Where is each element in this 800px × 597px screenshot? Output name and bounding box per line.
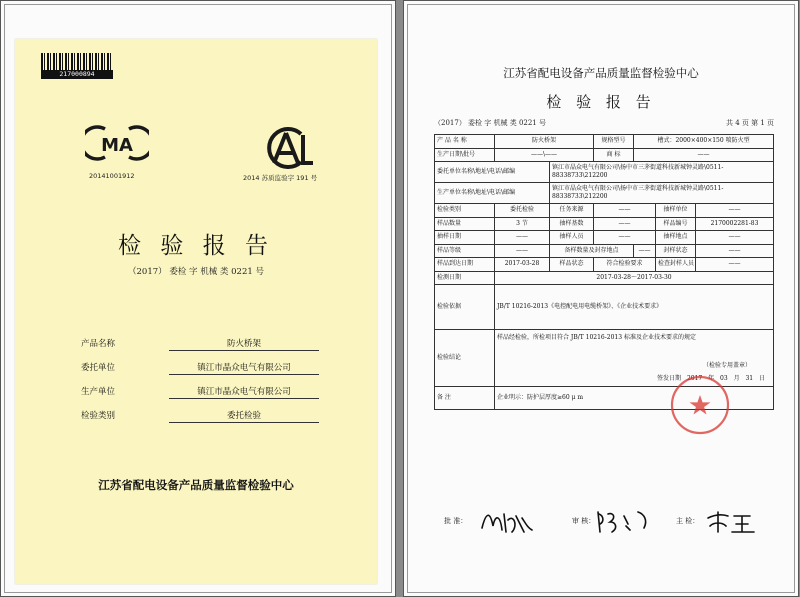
cell-value: 2170002281-83: [696, 217, 774, 231]
cell-label: 抽样地点: [656, 231, 696, 245]
field-value: 镇江市晶众电气有限公司: [169, 385, 319, 399]
table-row: [435, 183, 774, 204]
field-label: 产品名称: [81, 339, 116, 349]
cell-value: ——: [594, 217, 656, 231]
cover-organization: 江苏省配电设备产品质量监督检验中心: [98, 478, 294, 492]
cell-value: 防火桥架: [495, 135, 594, 149]
cell-label: 委托单位名称\地址\电话\邮编: [435, 162, 550, 183]
table-row: [435, 135, 774, 149]
cell-label: 检测日期: [435, 271, 495, 285]
field-value: 委托检验: [169, 409, 319, 423]
sign-label-inspector: 主 检：: [676, 517, 700, 525]
cell-label: 备 注: [435, 387, 495, 410]
issue-date: 签发日期 2017 年 03 月 31 日: [657, 375, 766, 382]
cell-label: 检验类别: [435, 204, 495, 218]
cell-value: 槽式：2000×400×150 喷防火型: [634, 135, 774, 149]
cell-value: ——: [594, 231, 656, 245]
cell-label: 抽样单位: [656, 204, 696, 218]
field-manufacturer: [81, 383, 331, 399]
report-number: （2017） 委检 字 机械 类 0221 号: [434, 119, 546, 127]
cell-label: 样品等级: [435, 244, 495, 258]
cell-value: JB/T 10216-2013《电控配电用电缆桥架》、《企业技术要求》: [495, 285, 774, 330]
report-organization: 江苏省配电设备产品质量监督检验中心: [503, 66, 699, 80]
stamp-note: （检验专用盖章）: [703, 362, 752, 369]
field-label: 生产单位: [81, 387, 116, 397]
cal-logo: [253, 125, 319, 171]
cell-label: 检查封样人员: [656, 258, 696, 272]
cell-label: 产 品 名 称: [435, 135, 495, 149]
field-label: 检验类别: [81, 411, 116, 421]
table-row: [435, 162, 774, 183]
table-row: [435, 285, 774, 330]
table-row: [435, 244, 774, 258]
cell-label: 抽样基数: [550, 217, 594, 231]
cell-label: 备样数量及封存地点: [550, 244, 634, 258]
signature-row: [444, 506, 774, 536]
cell-value: ——: [634, 148, 774, 162]
cell-value: 2017-03-28: [495, 258, 550, 272]
cell-label: 样品编号: [656, 217, 696, 231]
page-indicator: 共 4 页 第 1 页: [726, 119, 775, 127]
field-label: 委托单位: [81, 363, 116, 373]
table-row: [435, 258, 774, 272]
field-client: [81, 359, 331, 375]
sign-label-review: 审 核：: [572, 517, 596, 525]
field-value: 防火桥架: [169, 337, 319, 351]
table-row: [435, 271, 774, 285]
cell-value: 委托检验: [495, 204, 550, 218]
cell-value: ——: [634, 244, 656, 258]
table-row: [435, 217, 774, 231]
cell-value: ——: [696, 231, 774, 245]
inspection-table: [434, 134, 774, 410]
cell-value: ——: [696, 204, 774, 218]
cover-title: 检 验 报 告: [118, 233, 274, 259]
cell-value: ——: [594, 204, 656, 218]
cell-label: 检验结论: [435, 330, 495, 387]
sign-label-approve: 批 准：: [444, 517, 468, 525]
cma-logo: [85, 125, 149, 161]
table-row: [435, 148, 774, 162]
cell-value: ——: [495, 244, 550, 258]
barcode: [41, 53, 113, 71]
conclusion-text: 样品经检验，所检项目符合 JB/T 10216-2013 标准及企业技术要求的规定: [497, 334, 696, 341]
cell-label: 任务来源: [550, 204, 594, 218]
cell-label: 样品到达日期: [435, 258, 495, 272]
report-title: 检 验 报 告: [546, 93, 656, 111]
cell-label: 检验依据: [435, 285, 495, 330]
cell-value: 2017-03-28～2017-03-30: [495, 271, 774, 285]
cell-label: 生产日期\批号: [435, 148, 495, 162]
field-value: 镇江市晶众电气有限公司: [169, 361, 319, 375]
barcode-number: 217000894: [41, 70, 113, 79]
cell-value: ——: [696, 258, 774, 272]
cell-label: 封样状态: [656, 244, 696, 258]
cell-label: 抽样日期: [435, 231, 495, 245]
signature-inspector: [702, 508, 760, 536]
cell-value: ——: [495, 231, 550, 245]
cell-value: 企业明示：防护层厚度≥60 μ m: [495, 387, 774, 410]
cell-label: 抽样人员: [550, 231, 594, 245]
field-inspection-type: [81, 407, 331, 423]
report-page-frame: [403, 0, 799, 597]
cell-label: 商 标: [594, 148, 634, 162]
signature-approve: [478, 506, 536, 536]
cell-value: 镇江市晶众电气有限公司\扬中市三茅街道科技新城钟灵路\0511-88338733\212200: [550, 162, 774, 183]
cover-report-number: （2017） 委检 字 机械 类 0221 号: [128, 267, 264, 277]
svg-text:MA: MA: [101, 135, 133, 156]
cell-label: 样品状态: [550, 258, 594, 272]
cell-label: 规格型号: [594, 135, 634, 149]
cma-cert-number: 20141001912: [89, 172, 135, 180]
cell-value: 3 节: [495, 217, 550, 231]
table-row: [435, 231, 774, 245]
red-seal-stamp: [668, 373, 732, 437]
cell-value: ——\——: [495, 148, 594, 162]
cell-label: 生产单位名称\地址\电话\邮编: [435, 183, 550, 204]
signature-review: [594, 506, 656, 536]
cell-value: 符合检验要求: [594, 258, 656, 272]
cal-cert-number: 2014 苏质监验字 191 号: [243, 174, 318, 182]
cover-page-frame: [0, 0, 396, 597]
cell-value: ——: [696, 244, 774, 258]
report-cover: [15, 39, 377, 584]
field-product-name: [81, 335, 331, 351]
cell-label: 样品数量: [435, 217, 495, 231]
cell-value: 镇江市晶众电气有限公司\扬中市三茅街道科技新城钟灵路\0511-88338733\212200: [550, 183, 774, 204]
table-row: [435, 204, 774, 218]
